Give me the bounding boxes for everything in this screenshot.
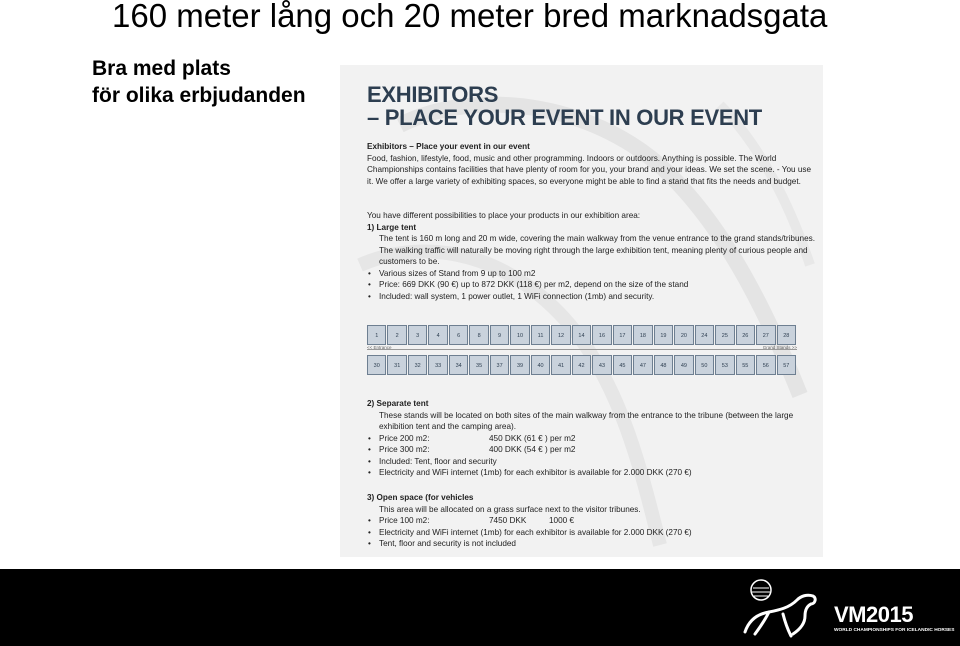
stand-cell: 41 xyxy=(551,355,570,375)
doc-title-line-2: – PLACE YOUR EVENT IN OUR EVENT xyxy=(367,105,762,130)
stand-cell: 2 xyxy=(387,325,406,345)
stand-cell: 35 xyxy=(469,355,488,375)
stand-cell: 10 xyxy=(510,325,529,345)
stand-cell: 31 xyxy=(387,355,406,375)
intro-text: Food, fashion, lifestyle, food, music and other programming. Indoors or outdoors. Anything is possible. The World Championships contains facilities that have plenty of room for you, your brand and your ideas. We set the scene. - You use it. We offer a large variety of exhibiting spaces, so everyone might be able to find a stand that fits the needs and budget. xyxy=(367,153,812,186)
vm2015-logo-subtitle: WORLD CHAMPIONSHIPS FOR ICELANDIC HORSES xyxy=(834,628,955,633)
price-label: Price 200 m2: xyxy=(379,433,430,443)
stand-cell: 26 xyxy=(736,325,755,345)
stand-row-top xyxy=(367,325,797,347)
stand-cell: 32 xyxy=(408,355,427,375)
stand-cell: 20 xyxy=(674,325,693,345)
price-dkk: 7450 DKK xyxy=(489,516,527,525)
stand-cell: 11 xyxy=(531,325,550,345)
possibilities-text: You have different possibilities to place your products in our exhibition area: xyxy=(367,211,641,220)
intro-section xyxy=(367,141,819,187)
exhibition-stand-map xyxy=(367,315,797,387)
walkway-line xyxy=(367,349,797,350)
horse-logo-icon xyxy=(735,574,827,640)
separate-tent-bullet: • Electricity and WiFi internet (1mb) for each exhibitor is available for 2.000 DKK (270 €) xyxy=(367,467,819,479)
price-row xyxy=(367,433,819,445)
horse-watermark-icon xyxy=(340,65,823,557)
stand-cell: 33 xyxy=(428,355,447,375)
stand-cell: 57 xyxy=(777,355,796,375)
stand-cell: 12 xyxy=(551,325,570,345)
stand-cell: 56 xyxy=(756,355,775,375)
stand-cell: 28 xyxy=(777,325,796,345)
stand-cell: 53 xyxy=(715,355,734,375)
stand-cell: 18 xyxy=(633,325,652,345)
stand-cell: 40 xyxy=(531,355,550,375)
intro-heading: Exhibitors – Place your event in our event xyxy=(367,142,530,151)
vm2015-logo-text: VM2015 xyxy=(834,602,913,627)
stand-cell: 6 xyxy=(449,325,468,345)
price-value: 450 DKK (61 € ) per m2 xyxy=(489,433,576,443)
stand-cell: 1 xyxy=(367,325,386,345)
stand-cell: 42 xyxy=(572,355,591,375)
stand-cell: 48 xyxy=(654,355,673,375)
stand-cell: 50 xyxy=(695,355,714,375)
stand-cell: 4 xyxy=(428,325,447,345)
grandstand-label: Grand Stands >> xyxy=(762,345,797,350)
stand-cell: 30 xyxy=(367,355,386,375)
stand-cell: 43 xyxy=(592,355,611,375)
stand-cell: 14 xyxy=(572,325,591,345)
price-row xyxy=(367,515,819,527)
stand-cell: 39 xyxy=(510,355,529,375)
separate-tent-section xyxy=(367,398,819,479)
separate-tent-heading: 2) Separate tent xyxy=(367,399,429,408)
stand-cell: 37 xyxy=(490,355,509,375)
price-eur: 1000 € xyxy=(549,516,575,525)
stand-cell: 45 xyxy=(613,355,632,375)
large-tent-bullet: • Included: wall system, 1 power outlet, 1 WiFi connection (1mb) and security. xyxy=(367,291,819,303)
open-space-heading: 3) Open space (for vehicles xyxy=(367,493,474,502)
stand-cell: 9 xyxy=(490,325,509,345)
stand-cell: 34 xyxy=(449,355,468,375)
open-space-text: This area will be allocated on a grass surface next to the visitor tribunes. xyxy=(379,504,641,514)
price-label: Price 300 m2: xyxy=(379,445,430,454)
large-tent-heading: 1) Large tent xyxy=(367,222,417,232)
stand-row-bottom xyxy=(367,355,797,377)
price-row xyxy=(367,444,819,456)
slide-title: 160 meter lång och 20 meter bred marknadsgata xyxy=(112,0,828,34)
stand-cell: 47 xyxy=(633,355,652,375)
large-tent-bullet: • Various sizes of Stand from 9 up to 100 m2 xyxy=(367,268,819,280)
large-tent-section xyxy=(367,210,819,302)
stand-cell: 3 xyxy=(408,325,427,345)
stand-cell: 49 xyxy=(674,355,693,375)
open-space-section xyxy=(367,492,819,550)
subtitle-line-1: Bra med plats xyxy=(92,57,231,80)
separate-tent-bullet: • Included: Tent, floor and security xyxy=(367,456,819,468)
price-label: Price 100 m2: xyxy=(379,516,430,525)
separate-tent-text: These stands will be located on both sites of the main walkway from the entrance to the tribune (between the large exhibition tent and the camping area). xyxy=(379,410,794,431)
stand-cell: 16 xyxy=(592,325,611,345)
large-tent-text: The tent is 160 m long and 20 m wide, covering the main walkway from the venue entrance to the grand stands/tribunes. The walking traffic will naturally be moving right through the large exhibition tent, meaning plenty of curious people and customers to be. xyxy=(379,234,816,266)
large-tent-bullet: • Price: 669 DKK (90 €) up to 872 DKK (118 €) per m2, depend on the size of the stand xyxy=(367,279,819,291)
exhibitor-document-image xyxy=(340,65,823,557)
doc-title-line-1: EXHIBITORS xyxy=(367,82,499,107)
subtitle-line-2: för olika erbjudanden xyxy=(92,84,306,107)
entrance-label: << Entrance xyxy=(367,345,392,350)
stand-cell: 25 xyxy=(715,325,734,345)
stand-cell: 27 xyxy=(756,325,775,345)
open-space-bullet: • Electricity and WiFi internet (1mb) for each exhibitor is available for 2.000 DKK (270 €) xyxy=(367,527,819,539)
stand-cell: 19 xyxy=(654,325,673,345)
stand-cell: 55 xyxy=(736,355,755,375)
stand-cell: 17 xyxy=(613,325,632,345)
slide-subtitle xyxy=(92,55,306,109)
open-space-bullet: • Tent, floor and security is not included xyxy=(367,538,819,550)
stand-cell: 24 xyxy=(695,325,714,345)
price-value: 400 DKK (54 € ) per m2 xyxy=(489,445,576,454)
stand-cell: 8 xyxy=(469,325,488,345)
